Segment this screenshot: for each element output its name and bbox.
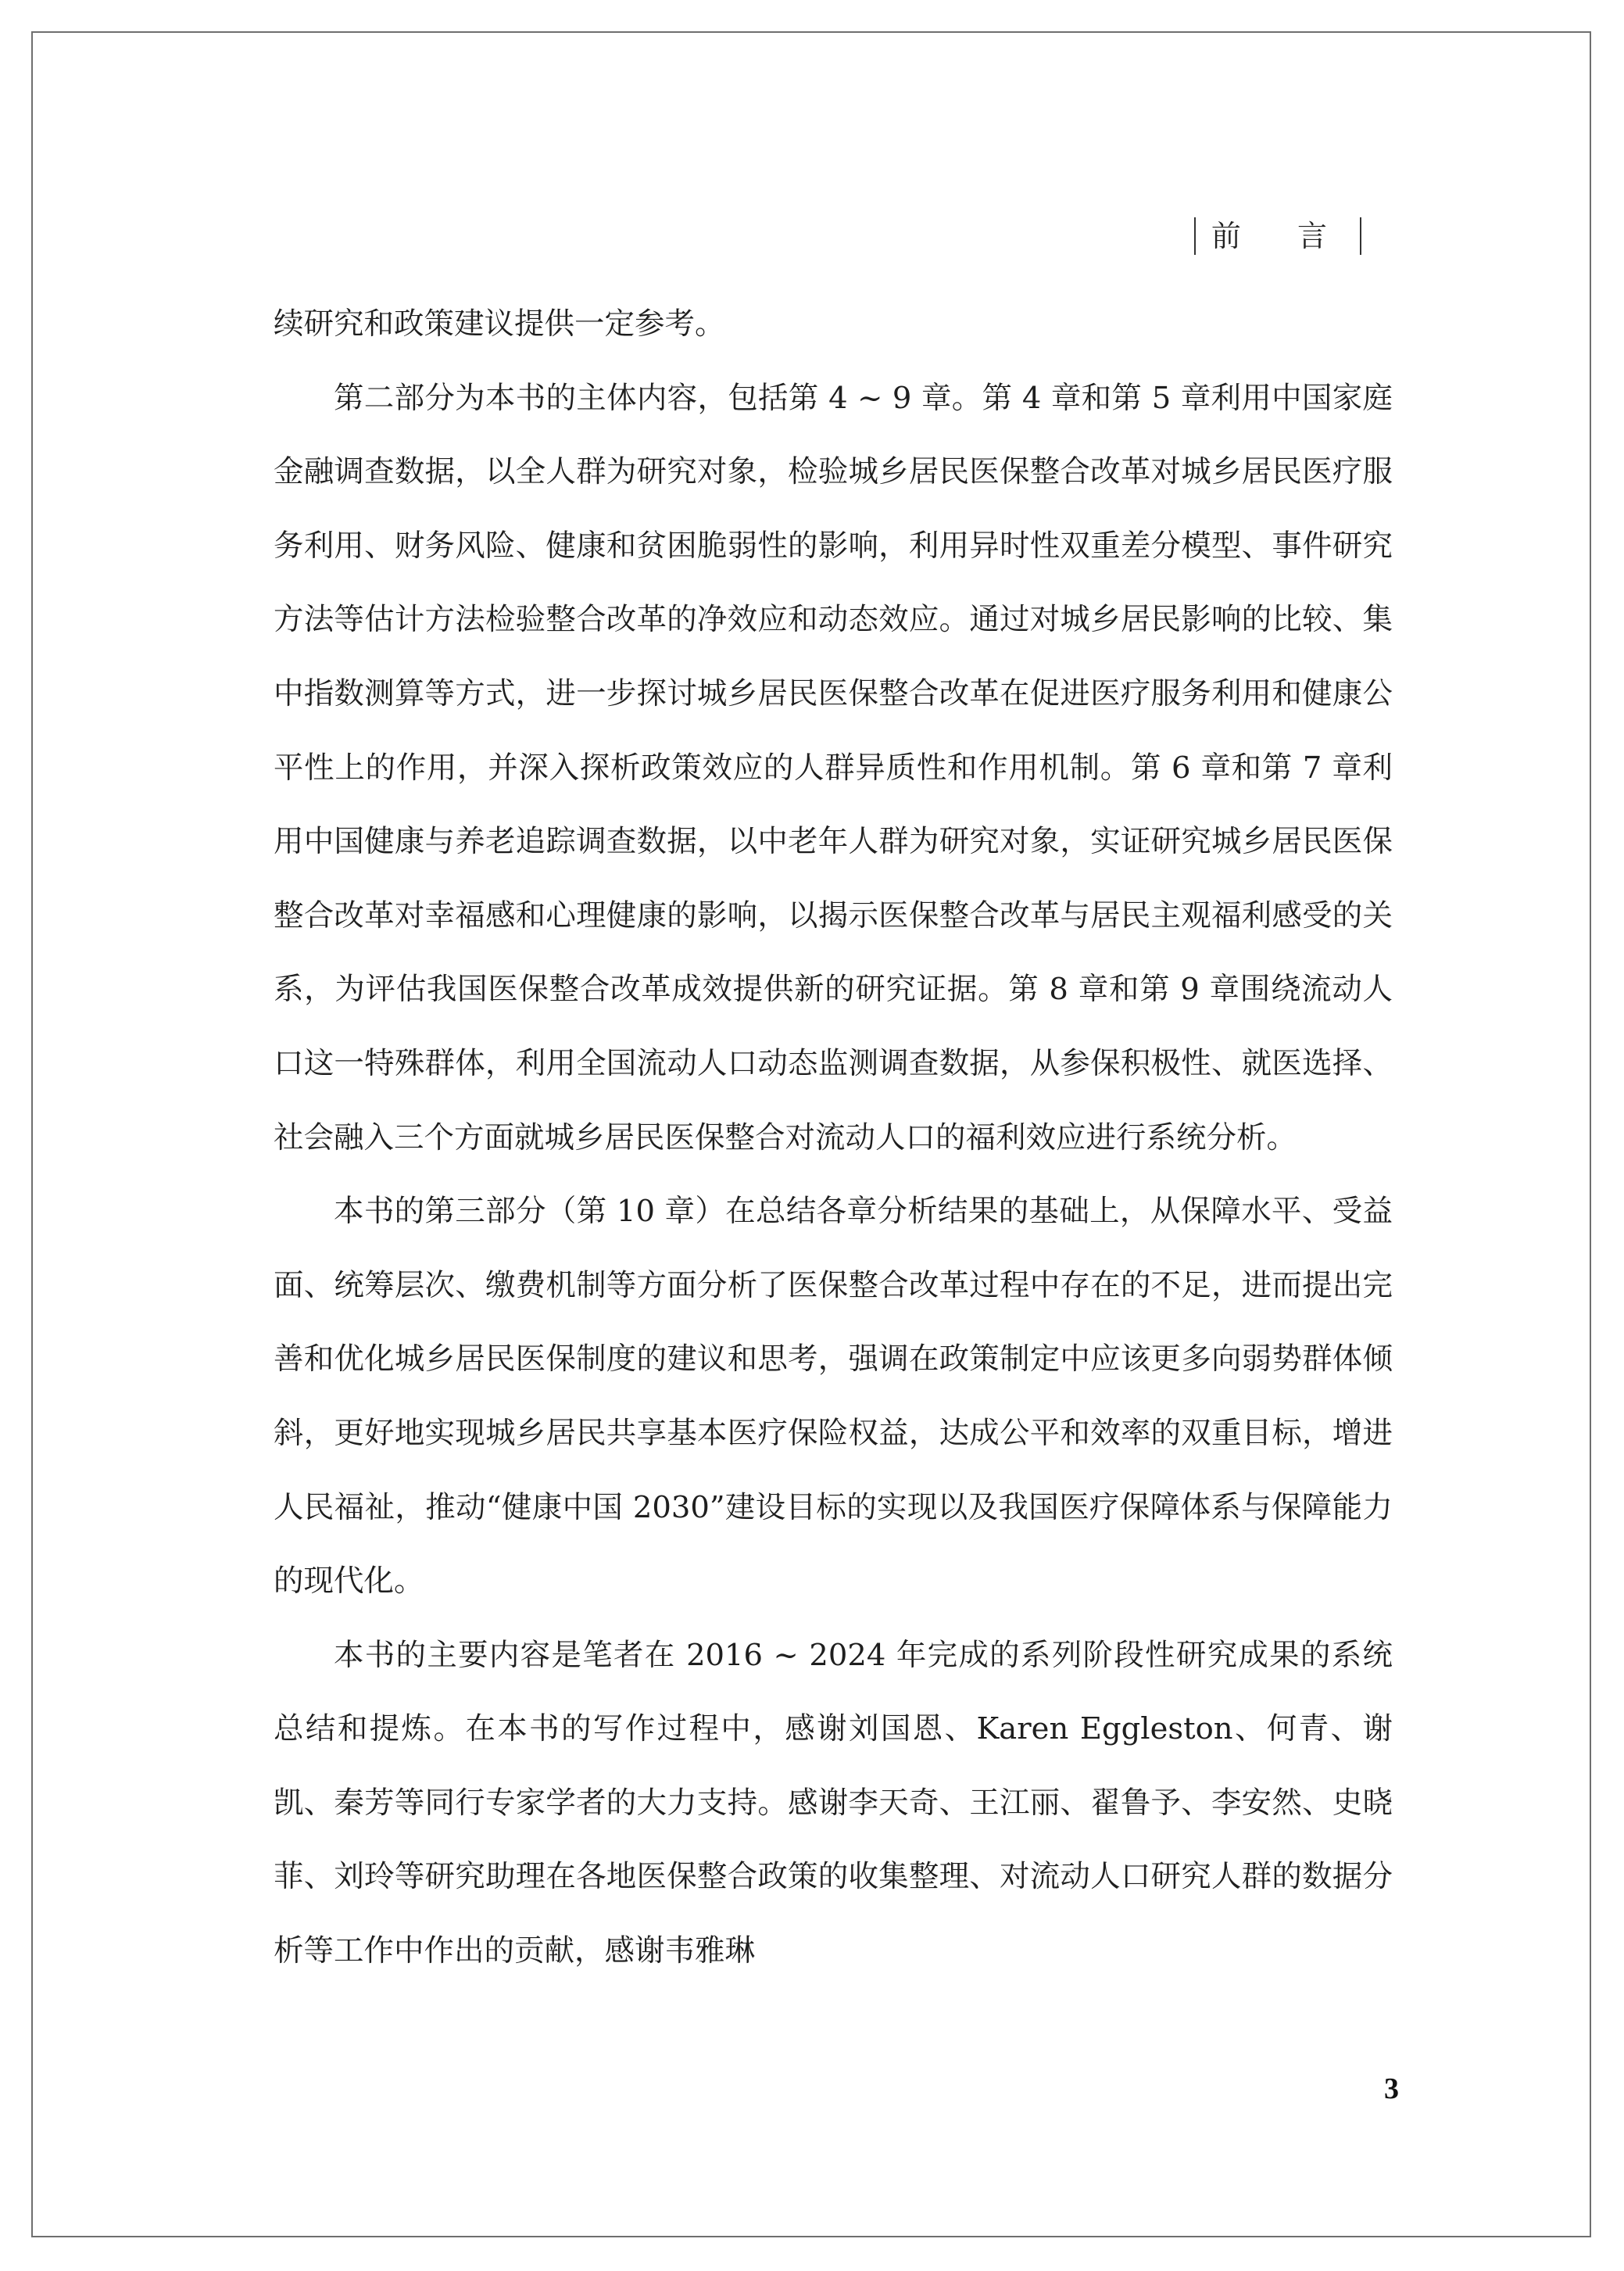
paragraph: 本书的第三部分（第 10 章）在总结各章分析结果的基础上，从保障水平、受益面、统筹层次、缴费机制等方面分析了医保整合改革过程中存在的不足，进而提出完善和优化城乡居民医保制度的建议和思考，强调在政策制定中应该更多向弱势群体倾斜，更好地实现城乡居民共享基本医疗保险权益，达成公平和效率的双重目标，增进人民福祉，推动“健康中国 2030”建设目标的实现以及我国医疗保障体系与保障能力的现代化。 (274, 1194, 1393, 1599)
paragraph-continuation: 续研究和政策建议提供一定参考。 (274, 306, 725, 342)
page-number: 3 (1384, 2072, 1399, 2105)
paragraph: 第二部分为本书的主体内容，包括第 4 ~ 9 章。第 4 章和第 5 章利用中国家庭金融调查数据，以全人群为研究对象，检验城乡居民医保整合改革对城乡居民医疗服务利用、财务风险、健康和贫困脆弱性的影响，利用异时性双重差分模型、事件研究方法等估计方法检验整合改革的净效应和动态效应。通过对城乡居民影响的比较、集中指数测算等方式，进一步探讨城乡居民医保整合改革在促进医疗服务利用和健康公平性上的作用，并深入探析政策效应的人群异质性和作用机制。第 6 章和第 7 章利用中国健康与养老追踪调查数据，以中老年人群为研究对象，实证研究城乡居民医保整合改革对幸福感和心理健康的影响，以揭示医保整合改革与居民主观福利感受的关系，为评估我国医保整合改革成效提供新的研究证据。第 8 章和第 9 章围绕流动人口这一特殊群体，利用全国流动人口动态监测调查数据，从参保积极性、就医选择、社会融入三个方面就城乡居民医保整合对流动人口的福利效应进行系统分析。 (274, 380, 1393, 1155)
header-right-rule (1360, 217, 1361, 255)
running-header (1194, 214, 1361, 258)
chapter-title: 前 言 (1211, 219, 1350, 253)
paragraph: 本书的主要内容是笔者在 2016 ~ 2024 年完成的系列阶段性研究成果的系统总结和提炼。在本书的写作过程中，感谢刘国恩、Karen Eggleston、何青、谢凯、秦芳等同行专家学者的大力支持。感谢李天奇、王江丽、翟鲁予、李安然、史晓菲、刘玲等研究助理在各地医保整合政策的收集整理、对流动人口研究人群的数据分析等工作中作出的贡献，感谢韦雅琳 (274, 1637, 1393, 1969)
body-text (274, 288, 1393, 1989)
